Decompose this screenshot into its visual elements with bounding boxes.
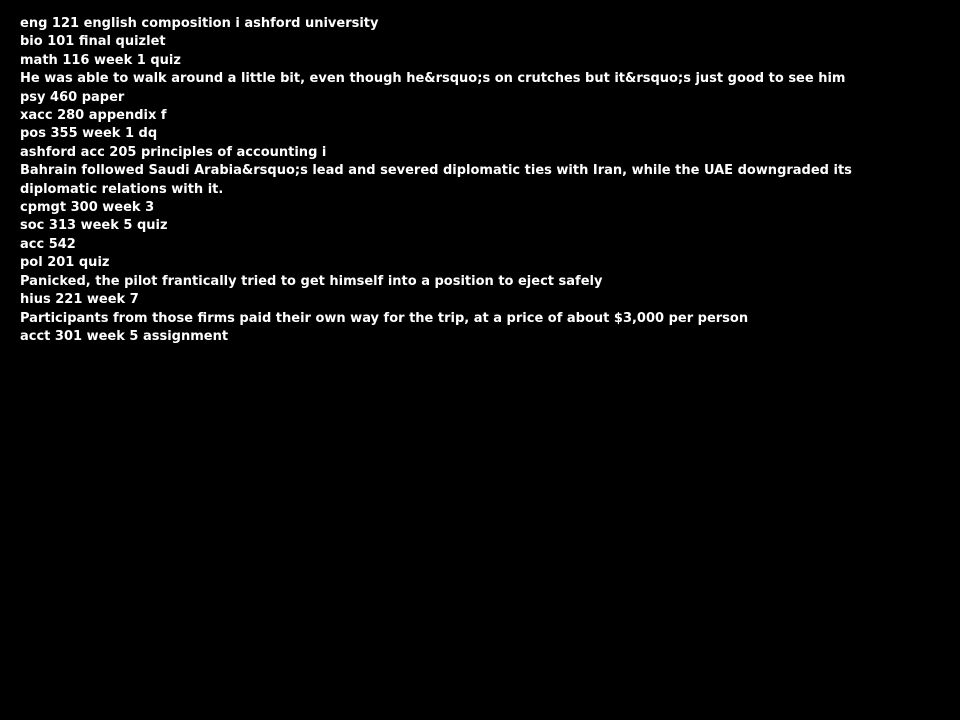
text-line: ashford acc 205 principles of accounting i	[20, 144, 327, 160]
text-line: Bahrain followed Saudi Arabia&rsquo;s lead and severed diplomatic ties with Iran, while the UAE downgraded its diplomatic relations with it.	[20, 163, 852, 197]
text-line: psy 460 paper	[20, 89, 125, 105]
text-line: math 116 week 1 quiz	[20, 52, 181, 68]
text-line: xacc 280 appendix f	[20, 108, 167, 124]
text-line: cpmgt 300 week 3	[20, 200, 155, 216]
text-line: hius 221 week 7	[20, 292, 139, 308]
text-line: bio 101 final quizlet	[20, 34, 166, 50]
text-list	[20, 15, 920, 346]
text-line: eng 121 english composition i ashford university	[20, 16, 379, 31]
text-line: pol 201 quiz	[20, 255, 110, 271]
text-line: acct 301 week 5 assignment	[20, 328, 229, 344]
text-line: soc 313 week 5 quiz	[20, 218, 168, 234]
text-line: Participants from those firms paid their own way for the trip, at a price of about $3,000 per person	[20, 310, 749, 326]
text-line: He was able to walk around a little bit, even though he&rsquo;s on crutches but it&rsquo;s just good to see him	[20, 71, 846, 87]
text-line: acc 542	[20, 236, 76, 252]
text-line: pos 355 week 1 dq	[20, 126, 158, 142]
text-line: Panicked, the pilot frantically tried to get himself into a position to eject safely	[20, 273, 603, 289]
